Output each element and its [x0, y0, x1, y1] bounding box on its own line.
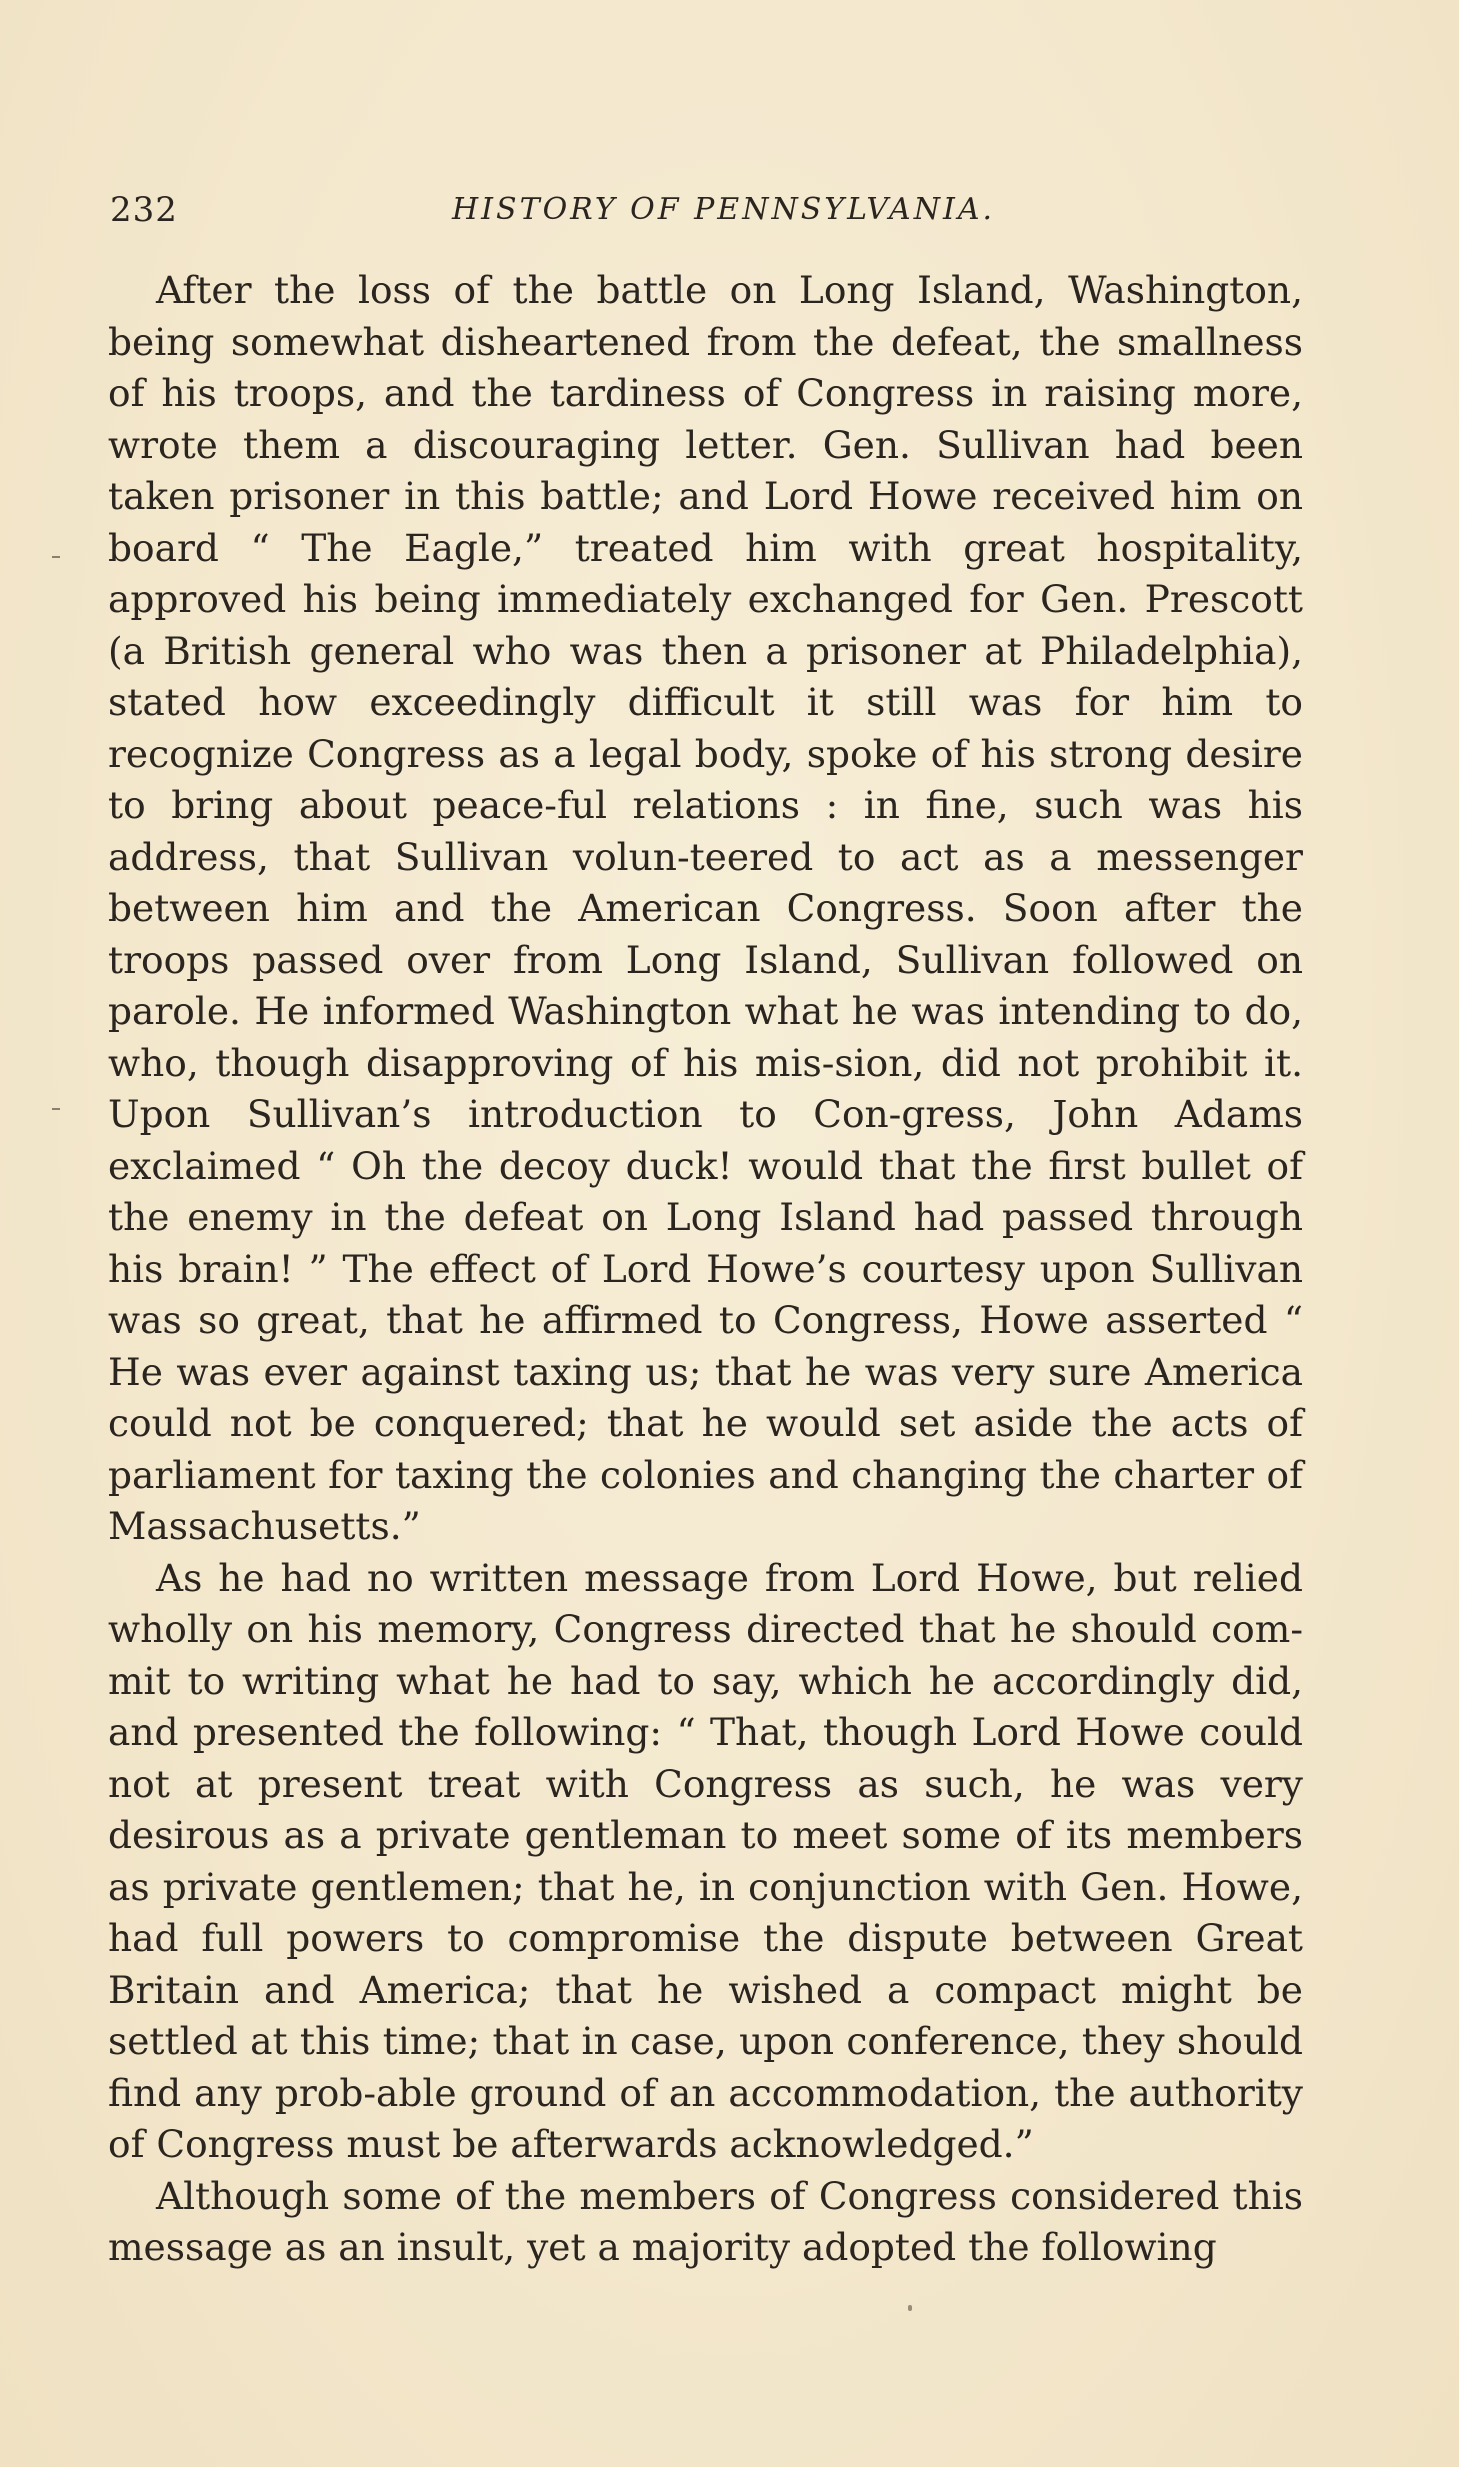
margin-mark	[52, 556, 60, 558]
page-number: 232	[110, 190, 178, 230]
page-header	[110, 190, 1310, 240]
paper-speck	[908, 2305, 912, 2311]
margin-mark	[52, 1108, 60, 1110]
running-title: HISTORY OF PENNSYLVANIA.	[452, 192, 996, 227]
body-text	[108, 265, 1303, 2274]
paragraph-3: Although some of the members of Congress considered this message as an insult, yet a majority adopted the following	[108, 2173, 1303, 2269]
paragraph-1: After the loss of the battle on Long Island, Washington, being somewhat disheartened from the defeat, the smallness of his troops, and the tardiness of Congress in raising more, wrote them a discouraging letter. Gen. Sullivan had been taken prisoner in this battle; and Lord Howe received him on board “ The Eagle,” treated him with great hospitality, approved his being immediately exchanged for Gen. Prescott (a British general who was then a prisoner at Philadelphia), stated how exceedingly difficult it still was for him to recognize Congress as a legal body, spoke of his strong desire to bring about peace-ful relations : in fine, such was his address, that Sullivan volun-teered to act as a messenger between him and the American Congress. Soon after the troops passed over from Long Island, Sullivan followed on parole. He informed Washington what he was intending to do, who, though disapproving of his mis-sion, did not prohibit it. Upon Sullivan’s introduction to Con-gress, John Adams exclaimed “ Oh the decoy duck! would that the first bullet of the enemy in the defeat on Long Island had passed through his brain! ” The effect of Lord Howe’s courtesy upon Sullivan was so great, that he affirmed to Congress, Howe asserted “ He was ever against taxing us; that he was very sure America could not be conquered; that he would set aside the acts of parliament for taxing the colonies and changing the charter of Massachusetts.”	[108, 268, 1303, 1548]
paragraph-2: As he had no written message from Lord Howe, but relied wholly on his memory, Congress directed that he should com-mit to writing what he had to say, which he accordingly did, and presented the following: “ That, though Lord Howe could not at present treat with Congress as such, he was very desirous as a private gentleman to meet some of its members as private gentlemen; that he, in conjunction with Gen. Howe, had full powers to compromise the dispute between Great Britain and America; that he wished a compact might be settled at this time; that in case, upon conference, they should find any prob-able ground of an accommodation, the authority of Congress must be afterwards acknowledged.”	[108, 1555, 1303, 2166]
